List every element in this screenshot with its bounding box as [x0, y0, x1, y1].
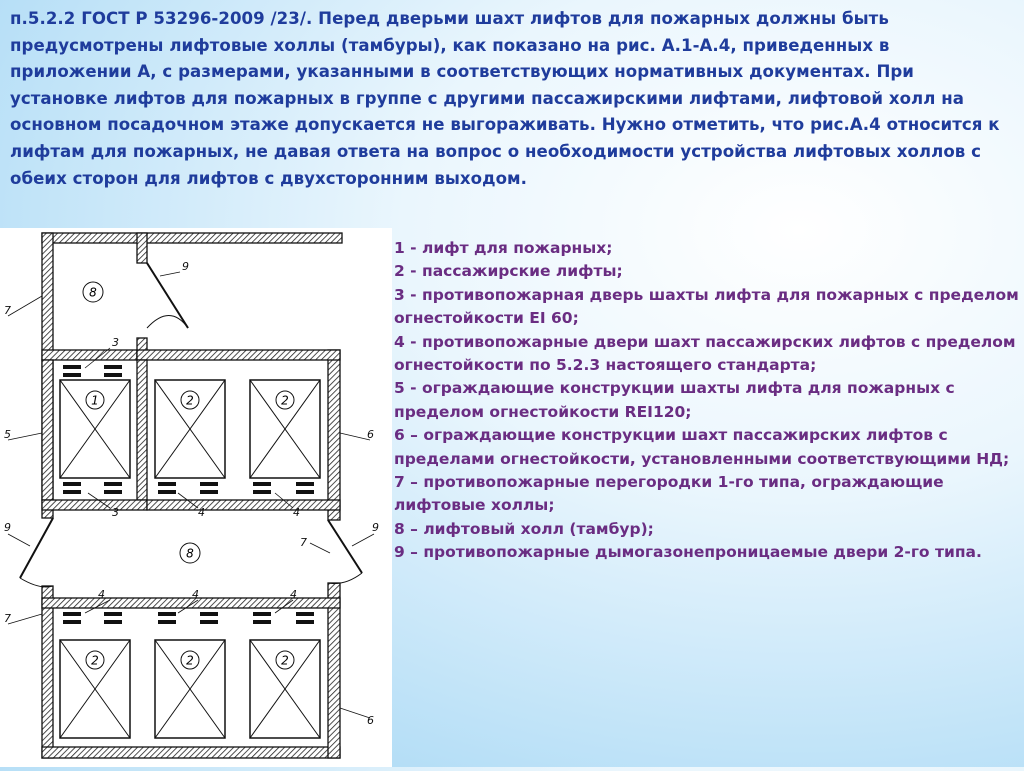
- legend-item: 8 – лифтовый холл (тамбур);: [394, 519, 654, 538]
- callout-4: 4: [198, 506, 205, 519]
- lift-passenger-label: 2: [281, 653, 289, 668]
- lift-passenger-label: 2: [281, 393, 289, 408]
- callout-5: 5: [4, 428, 11, 441]
- right-wall-lower: [328, 583, 340, 758]
- callout-3: 3: [112, 336, 119, 349]
- upper-partition-right: [137, 350, 340, 360]
- lift-fire-label: 1: [91, 393, 99, 408]
- fire-lift-doors: [63, 365, 122, 494]
- lower-passenger-doors: [63, 612, 314, 624]
- callout-4: 4: [192, 588, 199, 601]
- door-jamb-top: [137, 233, 147, 263]
- legend-item: 4 - противопожарные двери шахт пассажирских лифтов с пределом огнестойкости по 5.2.3 настоящего стандарта;: [394, 332, 1016, 375]
- lower-passenger-lifts: [60, 640, 320, 738]
- top-wall: [42, 233, 342, 243]
- callout-9: 9: [372, 521, 379, 534]
- hall-label: 8: [89, 285, 97, 300]
- upper-shafts-bottom-wall: [147, 500, 340, 510]
- walls: [42, 233, 342, 758]
- legend-item: 6 – ограждающие конструкции шахт пассажирских лифтов с пределами огнестойкости, установленными соответствующими НД;: [394, 426, 1010, 468]
- left-wall-lower: [42, 586, 53, 758]
- legend-item: 7 – противопожарные перегородки 1-го типа, ограждающие лифтовые холлы;: [394, 473, 944, 515]
- legend-item: 2 - пассажирские лифты;: [394, 262, 623, 281]
- smoke-doors: [20, 263, 362, 587]
- intro-paragraph: п.5.2.2 ГОСТ Р 53296-2009 /23/. Перед дверьми шахт лифтов для пожарных должны быть предусмотрены лифтовые холлы (тамбуры), как показано на рис. А.1-А.4, приведенных в приложении А, с размерами, указанными в соответствующих нормативных документах. При установке лифтов для пожарных в группе с другими пассажирскими лифтами, лифтовой холл на основном посадочном этаже допускается не выгораживать. Нужно отметить, что рис.А.4 относится к лифтам для пожарных, не давая ответа на вопрос о необходимости устройства лифтовых холлов с обеих сторон для лифтов с двухсторонним выходом.: [10, 9, 1000, 188]
- callout-4: 4: [98, 588, 105, 601]
- callout-4: 4: [290, 588, 297, 601]
- legend-item: 1 - лифт для пожарных;: [394, 239, 613, 257]
- callout-9: 9: [182, 260, 189, 273]
- lift-passenger-label: 2: [186, 393, 194, 408]
- callout-7: 7: [4, 304, 11, 317]
- lift1-bottom-wall: [42, 500, 147, 510]
- lift1-right-wall: [137, 360, 147, 500]
- hall-label: 8: [186, 546, 194, 561]
- upper-passenger-doors: [158, 482, 314, 494]
- lift-passenger-label: 2: [186, 653, 194, 668]
- legend-list: [394, 237, 1022, 565]
- legend-item: 5 - ограждающие конструкции шахты лифта для пожарных с пределом огнестойкости REI120;: [394, 379, 955, 421]
- legend-item: 3 - противопожарная дверь шахты лифта для пожарных с пределом огнестойкости EI 60;: [394, 285, 1019, 328]
- right-wall-mid: [328, 350, 340, 520]
- callout-9: 9: [4, 521, 11, 534]
- callout-3: 3: [112, 506, 119, 519]
- elevator-hall-plan: [0, 228, 392, 767]
- callout-4: 4: [293, 506, 300, 519]
- bottom-wall: [42, 747, 340, 758]
- plan-drawing: [0, 228, 392, 767]
- legend-item: 9 – противопожарные дымогазонепроницаемые двери 2-го типа.: [394, 543, 982, 562]
- callout-6: 6: [367, 714, 374, 727]
- callout-7: 7: [4, 612, 11, 625]
- lift-fire: [60, 380, 130, 478]
- callout-6: 6: [367, 428, 374, 441]
- upper-passenger-lifts: [155, 380, 320, 478]
- lift1-left-wall: [42, 360, 53, 500]
- lift-passenger-label: 2: [91, 653, 99, 668]
- callout-7: 7: [300, 536, 307, 549]
- upper-partition-left: [42, 350, 137, 360]
